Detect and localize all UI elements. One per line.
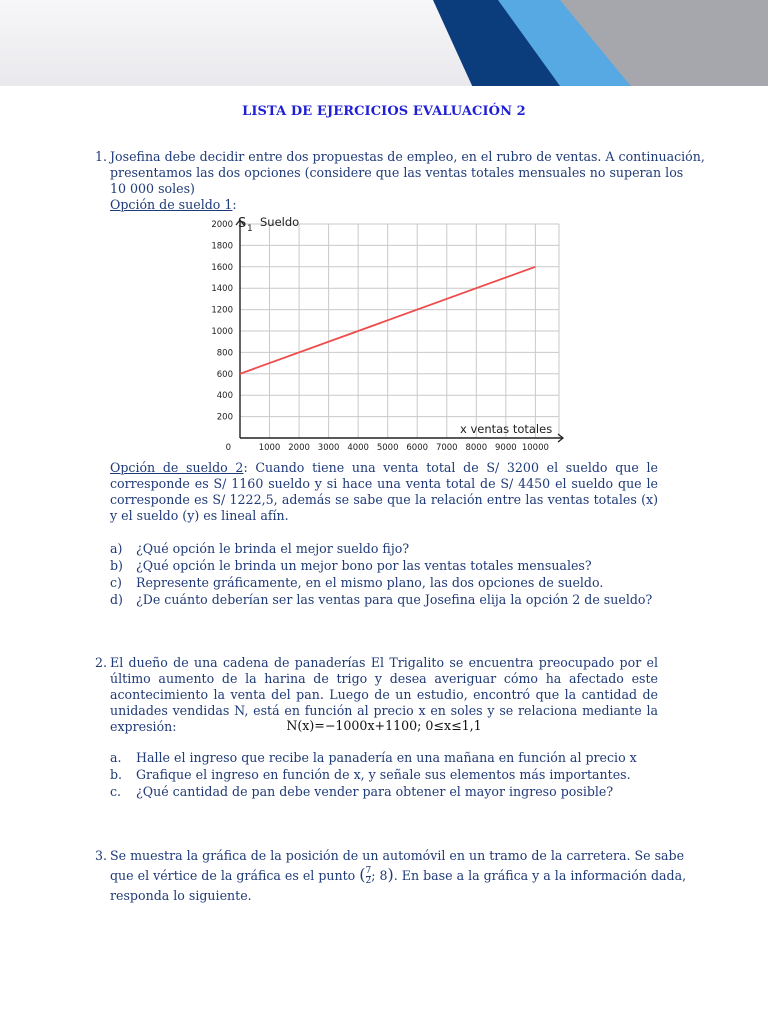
vertex-rest: ; 8	[371, 868, 388, 883]
salary-chart	[196, 211, 572, 456]
origin-label: 0	[225, 443, 231, 453]
question-label: b.	[110, 767, 123, 782]
option2-label: Opción de sueldo 2	[110, 460, 244, 475]
ex1-intro-line-1: Josefina debe decidir entre dos propuestas de empleo, en el rubro de ventas. A continuación,	[110, 149, 705, 164]
ex3-line-2-start: que el vértice de la gráfica es el punto	[110, 868, 356, 883]
ex1-intro-line-2: presentamos las dos opciones (considere que las ventas totales mensuales no superan los	[110, 165, 684, 180]
y-tick-label: 1400	[211, 284, 233, 295]
fraction-numerator: 7	[365, 866, 372, 876]
x-tick-label: 5000	[376, 443, 399, 453]
x-tick-label: 2000	[288, 443, 310, 453]
chart-xlabel: x ventas totales	[460, 422, 553, 436]
x-tick-label: 6000	[406, 443, 429, 453]
header-banner	[0, 0, 768, 86]
x-tick-label: 9000	[495, 443, 517, 453]
question-label: b)	[110, 558, 123, 573]
option2-paragraph	[110, 460, 658, 524]
question-label: c)	[110, 575, 122, 590]
chart-ylabel-subscript: 1	[247, 224, 253, 234]
x-tick-label: 3000	[317, 443, 340, 453]
question-text: Represente gráficamente, en el mismo plano, las dos opciones de sueldo.	[136, 575, 604, 590]
x-tick-label: 7000	[435, 443, 458, 453]
question-text: Grafique el ingreso en función de x, y señale sus elementos más importantes.	[136, 767, 631, 782]
salary-chart-svg	[196, 211, 572, 456]
option2-text: : Cuando tiene una venta total de S/ 3200 el sueldo que le corresponde es S/ 1160 sueldo y si hace una venta total de S/ 4450 el sueldo que le corresponde es S/ 1222,5, además se sabe que la relación entre las ventas totales (x) y el sueldo (y) es lineal afín.	[110, 460, 658, 523]
x-tick-label: 8000	[465, 443, 488, 453]
ex3-line-2: que el vértice de la gráfica es el punto ( $\frac{7}{2}$ ; 8). En base a la gráfica y a la información dada,	[110, 865, 687, 886]
ex2-formula: N(x)=−1000x+1100; 0≤x≤1,1	[286, 718, 482, 733]
option1-colon: :	[232, 197, 237, 212]
chart-ylabel-symbol: S	[238, 216, 247, 231]
chart-grid	[240, 224, 559, 438]
y-tick-label: 600	[216, 369, 233, 380]
y-tick-label: 1200	[211, 305, 233, 316]
ex1-intro-line-3: 10 000 soles)	[110, 181, 195, 196]
y-tick-label: 200	[216, 412, 233, 423]
option1-label: Opción de sueldo 1	[110, 197, 233, 212]
question-label: d)	[110, 592, 123, 607]
chart-tick-labels	[211, 220, 549, 453]
y-tick-label: 1000	[211, 327, 233, 337]
chart-ylabel-word: Sueldo	[260, 215, 300, 229]
question-text: ¿Qué opción le brinda un mejor bono por las ventas totales mensuales?	[136, 558, 592, 573]
ex3-line-2-end: . En base a la gráfica y a la información dada,	[393, 868, 687, 883]
question-label: a.	[110, 750, 122, 765]
question-text: ¿De cuánto deberían ser las ventas para que Josefina elija la opción 2 de sueldo?	[136, 592, 653, 607]
x-tick-label: 1000	[258, 443, 281, 453]
x-tick-label: 4000	[347, 443, 369, 453]
question-label: a)	[110, 541, 123, 556]
ex3-line-1: Se muestra la gráfica de la posición de un automóvil en un tramo de la carretera. Se sabe	[110, 848, 685, 863]
ex3-line-3: responda lo siguiente.	[110, 888, 252, 903]
y-tick-label: 2000	[211, 220, 233, 230]
question-text: ¿Qué opción le brinda el mejor sueldo fijo?	[136, 541, 410, 556]
page-title: LISTA DE EJERCICIOS EVALUACIÓN 2	[242, 104, 526, 119]
y-tick-label: 1800	[211, 241, 233, 252]
ex1-number: 1.	[95, 149, 108, 164]
question-text: Halle el ingreso que recibe la panadería en una mañana en función al precio x	[136, 750, 637, 765]
question-text: ¿Qué cantidad de pan debe vender para obtener el mayor ingreso posible?	[136, 784, 614, 799]
x-tick-label: 10000	[521, 443, 549, 453]
ex2-paragraph: El dueño de una cadena de panaderías El Trigalito se encuentra preocupado por el último aumento de la harina de trigo y desea averiguar cómo ha afectado este acontecimiento la venta del pan. Luego de un estudio, encontró que la cantidad de unidades vendidas N, está en función al precio x en soles y se relaciona mediante la expresión:	[110, 655, 658, 734]
y-tick-label: 1600	[211, 262, 233, 273]
ex2-number: 2.	[95, 655, 108, 670]
fraction-denominator: 2	[365, 876, 372, 886]
ex3-number: 3.	[95, 848, 108, 863]
y-tick-label: 800	[216, 348, 233, 359]
question-label: c.	[110, 784, 122, 799]
y-tick-label: 400	[216, 391, 233, 402]
